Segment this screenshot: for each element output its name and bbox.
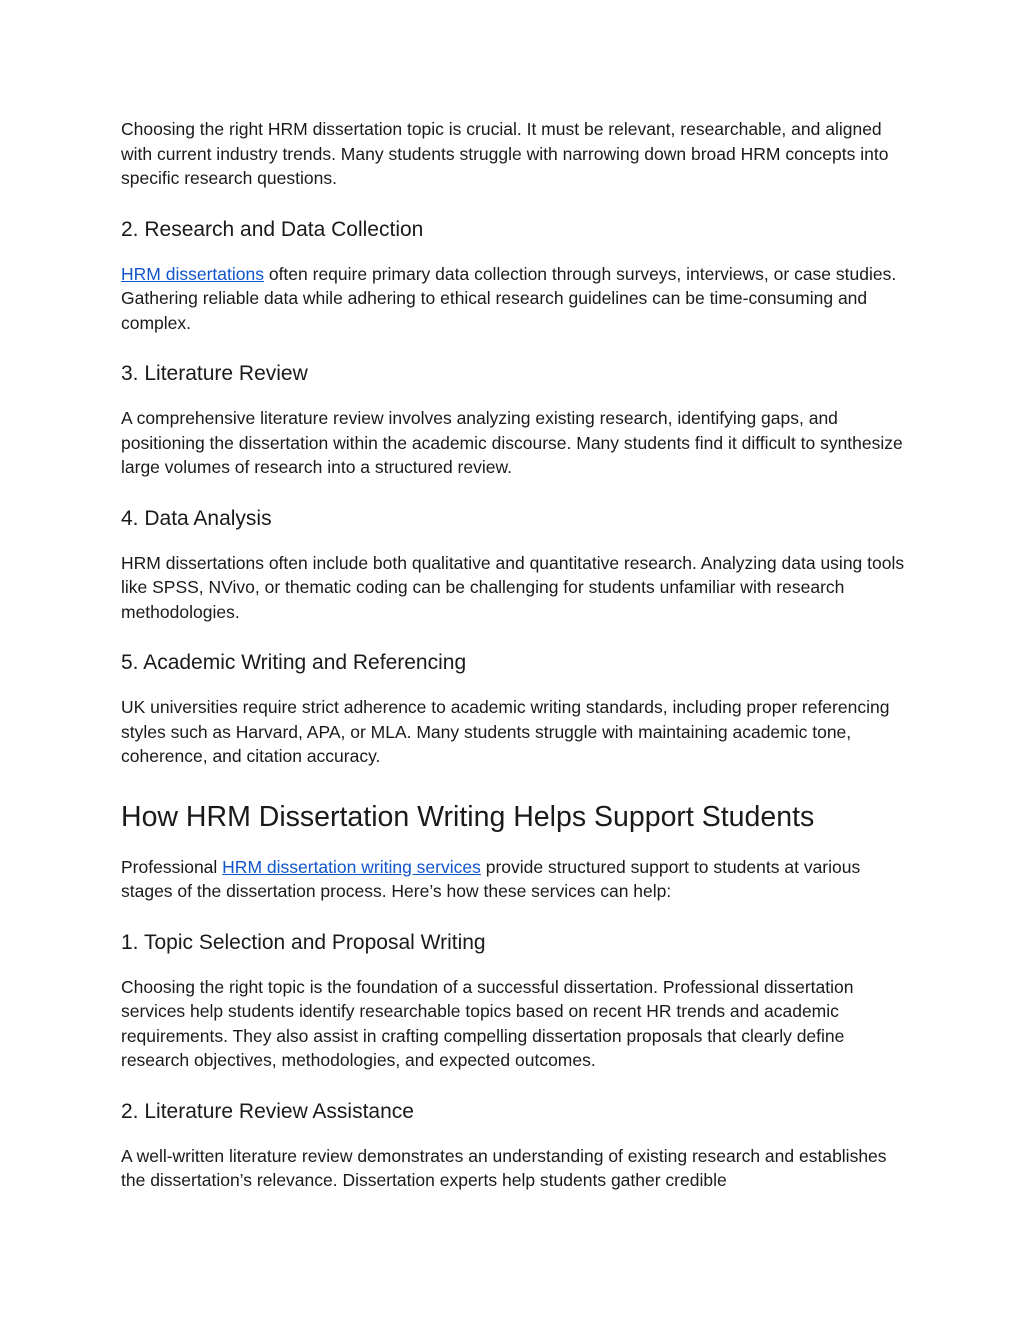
paragraph-research-text: often require primary data collection through surveys, interviews, or case studies. Gathering reliable data while adhering to ethical research guidelines can be time-consuming and complex. <box>121 263 897 333</box>
link-hrm-dissertation-writing-services[interactable]: HRM dissertation writing services <box>222 856 481 877</box>
paragraph-support-pre: Professional <box>121 856 223 877</box>
link-hrm-dissertations[interactable]: HRM dissertations <box>121 263 264 284</box>
heading-data-analysis: 4. Data Analysis <box>121 506 272 530</box>
paragraph-data-analysis: HRM dissertations often include both qualitative and quantitative research. Analyzing data using tools like SPSS, NVivo, or thematic coding can be challenging for students unfamiliar with research methodologies. <box>121 552 905 622</box>
heading-literature-review: 3. Literature Review <box>121 362 308 385</box>
document-page <box>121 117 911 1193</box>
heading-literature-review-assistance: 2. Literature Review Assistance <box>121 1099 414 1123</box>
paragraph-research <box>121 262 911 336</box>
paragraph-topic-selection: Choosing the right topic is the foundation of a successful dissertation. Professional dissertation services help students identify researchable topics based on recent HR trends and academic requirements. They also assist in crafting compelling dissertation proposals that clearly define research objectives, methodologies, and expected outcomes. <box>121 976 854 1070</box>
heading-research-data-collection: 2. Research and Data Collection <box>121 217 424 241</box>
paragraph-academic-writing: UK universities require strict adherence to academic writing standards, including proper referencing styles such as Harvard, APA, or MLA. Many students struggle with maintaining academic tone, coherence, and citation accuracy. <box>121 697 890 766</box>
paragraph-literature-review: A comprehensive literature review involves analyzing existing research, identifying gaps, and positioning the dissertation within the academic discourse. Many students find it difficult to synthesize large volumes of research into a structured review. <box>121 408 903 477</box>
paragraph-support-intro <box>121 855 911 904</box>
heading-academic-writing: 5. Academic Writing and Referencing <box>121 651 467 674</box>
paragraph-topic-challenge: Choosing the right HRM dissertation topic is crucial. It must be relevant, researchable, and aligned with current industry trends. Many students struggle with narrowing down broad HRM concepts into specific research questions. <box>121 119 889 188</box>
paragraph-literature-review-assistance: A well-written literature review demonstrates an understanding of existing research and establishes the dissertation’s relevance. Dissertation experts help students gather credible <box>121 1145 887 1190</box>
heading-topic-selection: 1. Topic Selection and Proposal Writing <box>121 930 486 954</box>
heading-how-support-students: How HRM Dissertation Writing Helps Support Students <box>121 800 815 833</box>
paragraph-support-post: provide structured support to students at various stages of the dissertation process. Here’s how these services can help: <box>121 856 861 901</box>
